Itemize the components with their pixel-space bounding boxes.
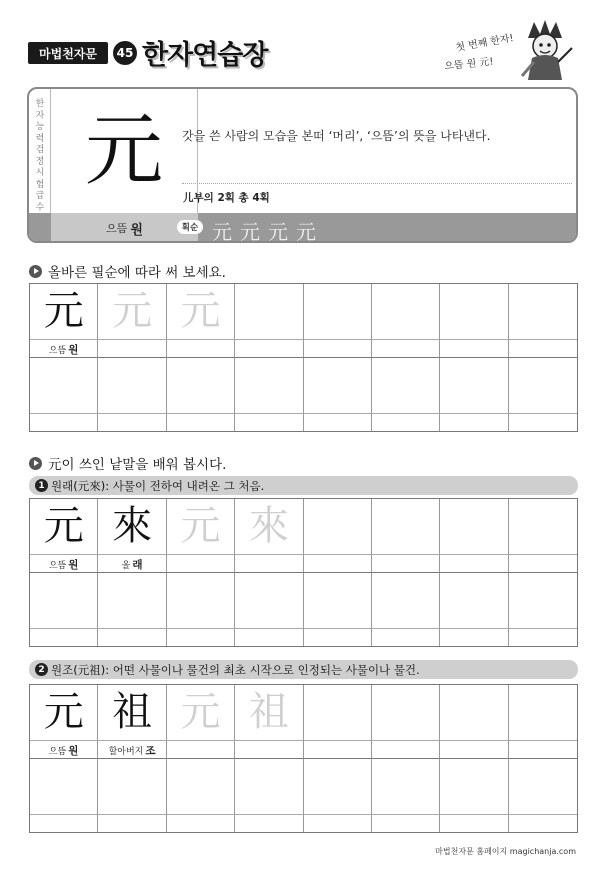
practice-cell[interactable] [509,357,577,413]
brand-badge: 마법천자문 [28,42,108,64]
trace-character: 來 [248,503,289,549]
practice-cell[interactable] [30,572,98,628]
label-cell [304,814,372,832]
label-cell [372,814,440,832]
dotted-divider [182,183,572,184]
label-cell [167,814,235,832]
label-cell [372,413,440,431]
label-cell [30,554,98,572]
label-cell [372,628,440,646]
practice-cell[interactable] [440,572,508,628]
label-cell [509,554,577,572]
radical-stroke-info: 儿부의 2획 총 4획 [183,192,270,204]
label-cell [98,740,166,758]
practice-cell[interactable] [440,357,508,413]
practice-cell[interactable] [98,685,166,740]
word1-text: 원래(元來): 사물이 전하여 내려온 그 처음. [51,478,265,493]
stroke-step-2: 元 [240,220,260,243]
trace-character: 元 [112,288,153,334]
mascot-caption: 첫 번째 한자! [454,32,515,54]
label-cell [98,814,166,832]
practice-cell[interactable] [304,357,372,413]
practice-cell[interactable] [372,284,440,339]
practice-cell[interactable] [235,685,303,740]
practice-cell[interactable] [98,284,166,339]
model-character: 元 [43,288,84,334]
practice-cell[interactable] [304,685,372,740]
label-cell [440,740,508,758]
practice-cell[interactable] [235,499,303,554]
label-cell [440,554,508,572]
footer-website: 마법천자문 홈페이지 magichanja.com [435,847,576,856]
label-sound: 래 [132,559,143,571]
label-cell [509,339,577,357]
label-cell [30,628,98,646]
label-cell [440,814,508,832]
section1-heading-text: 올바른 필순에 따라 써 보세요. [48,265,226,281]
label-cell [30,814,98,832]
practice-cell[interactable] [235,758,303,814]
grid-blank-row [30,758,577,814]
practice-cell[interactable] [30,284,98,339]
sound-meaning-cell [51,213,198,243]
practice-cell[interactable] [235,357,303,413]
practice-cell[interactable] [372,499,440,554]
label-meaning: 으뜸 [48,747,67,757]
label-cell [235,413,303,431]
label-cell [167,413,235,431]
label-cell [167,628,235,646]
play-bullet-icon [29,265,42,278]
label-cell [98,413,166,431]
label-cell [167,554,235,572]
main-character-cell [51,89,198,213]
trace-character: 元 [180,503,221,549]
label-cell [98,554,166,572]
label-cell [98,339,166,357]
practice-grid-2 [29,498,578,647]
grid-blank-label-row [30,814,577,832]
label-cell [235,814,303,832]
label-cell [440,628,508,646]
stroke-step-4: 元 [296,220,316,243]
model-character: 祖 [112,689,153,735]
label-meaning: 올 [121,561,131,571]
label-meaning: 할아버지 [108,747,144,757]
practice-cell[interactable] [440,499,508,554]
label-sound: 조 [145,745,156,757]
practice-cell[interactable] [30,499,98,554]
grid-char-row [30,499,577,554]
section2-heading-text: 이 쓰인 낱말을 배워 봅시다. [61,457,227,473]
label-cell [30,413,98,431]
practice-cell[interactable] [235,572,303,628]
grid-char-row [30,685,577,740]
label-sound: 원 [68,745,79,757]
practice-grid-1 [29,283,578,432]
practice-cell[interactable] [304,499,372,554]
practice-cell[interactable] [30,758,98,814]
practice-cell[interactable] [509,572,577,628]
practice-cell[interactable] [372,685,440,740]
label-cell [509,413,577,431]
practice-cell[interactable] [440,685,508,740]
practice-cell[interactable] [304,758,372,814]
practice-grid-3 [29,684,578,833]
practice-cell[interactable] [98,357,166,413]
trace-character: 祖 [248,689,289,735]
label-cell [440,413,508,431]
label-cell [440,339,508,357]
practice-cell[interactable] [167,357,235,413]
practice-cell[interactable] [372,572,440,628]
practice-cell[interactable] [440,284,508,339]
label-cell [167,740,235,758]
sound: 원 [130,222,143,238]
practice-cell[interactable] [98,758,166,814]
label-cell [509,740,577,758]
practice-cell[interactable] [98,499,166,554]
grid-blank-row [30,572,577,628]
practice-cell[interactable] [509,758,577,814]
word2-text: 원조(元祖): 어떤 사물이나 물건의 최초 시작으로 인정되는 사물이나 물건. [51,662,420,677]
label-cell [235,339,303,357]
sound-meaning: 으뜸 [106,222,128,235]
character-info-box [27,87,578,243]
label-cell [304,413,372,431]
label-cell [30,740,98,758]
stroke-step-3: 元 [268,220,288,243]
label-cell [509,814,577,832]
practice-cell[interactable] [235,284,303,339]
label-cell [235,628,303,646]
label-cell [30,339,98,357]
character-origin-text: 갓을 쓴 사람의 모습을 본떠 ‘머리’, ‘으뜸’의 뜻을 나타낸다. [182,129,491,143]
grid-char-row [30,284,577,339]
mascot-caption-sub: 으뜸 원 元! [443,56,495,73]
label-cell [304,554,372,572]
practice-cell[interactable] [304,572,372,628]
label-cell [304,628,372,646]
trace-character: 元 [180,689,221,735]
practice-cell[interactable] [167,284,235,339]
model-character: 元 [43,689,84,735]
grid-label-row [30,339,577,357]
practice-cell[interactable] [440,758,508,814]
label-meaning: 으뜸 [48,346,67,356]
label-sound: 원 [68,344,79,356]
label-cell [235,554,303,572]
practice-cell[interactable] [30,357,98,413]
main-character: 元 [84,106,163,196]
label-cell [98,628,166,646]
grid-label-row [30,740,577,758]
practice-cell[interactable] [30,685,98,740]
word1-number: 1 [35,479,48,492]
practice-cell[interactable] [167,572,235,628]
grid-blank-row [30,357,577,413]
label-cell [372,740,440,758]
grid-label-row [30,554,577,572]
word2-banner [29,660,578,679]
label-cell [509,628,577,646]
label-cell [372,554,440,572]
practice-cell[interactable] [167,499,235,554]
word2-number: 2 [35,663,48,676]
model-character: 來 [112,503,153,549]
label-cell [372,339,440,357]
label-cell [235,740,303,758]
section2-heading [29,453,226,473]
section1-heading [29,261,226,281]
label-cell [304,339,372,357]
practice-cell[interactable] [372,357,440,413]
page-title: 한자연습장 [142,40,268,71]
label-cell [167,339,235,357]
stroke-step-1: 元 [212,220,232,243]
practice-cell[interactable] [509,284,577,339]
practice-cell[interactable] [167,758,235,814]
grid-blank-label-row [30,413,577,431]
test-level-label: 한자능력검정시험급수 [35,99,45,213]
lesson-number: 45 [113,41,137,65]
practice-cell[interactable] [98,572,166,628]
practice-cell[interactable] [509,499,577,554]
practice-cell[interactable] [167,685,235,740]
label-meaning: 으뜸 [48,561,67,571]
practice-cell[interactable] [509,685,577,740]
practice-cell[interactable] [372,758,440,814]
practice-cell[interactable] [304,284,372,339]
model-character: 元 [43,503,84,549]
grid-blank-label-row [30,628,577,646]
label-cell [304,740,372,758]
word1-banner [29,476,578,495]
stroke-order-badge: 획순 [177,220,203,234]
section2-heading-char: 元 [48,457,62,473]
play-bullet-icon [29,457,42,470]
mascot-icon [514,18,576,82]
trace-character: 元 [180,288,221,334]
label-sound: 원 [68,559,79,571]
